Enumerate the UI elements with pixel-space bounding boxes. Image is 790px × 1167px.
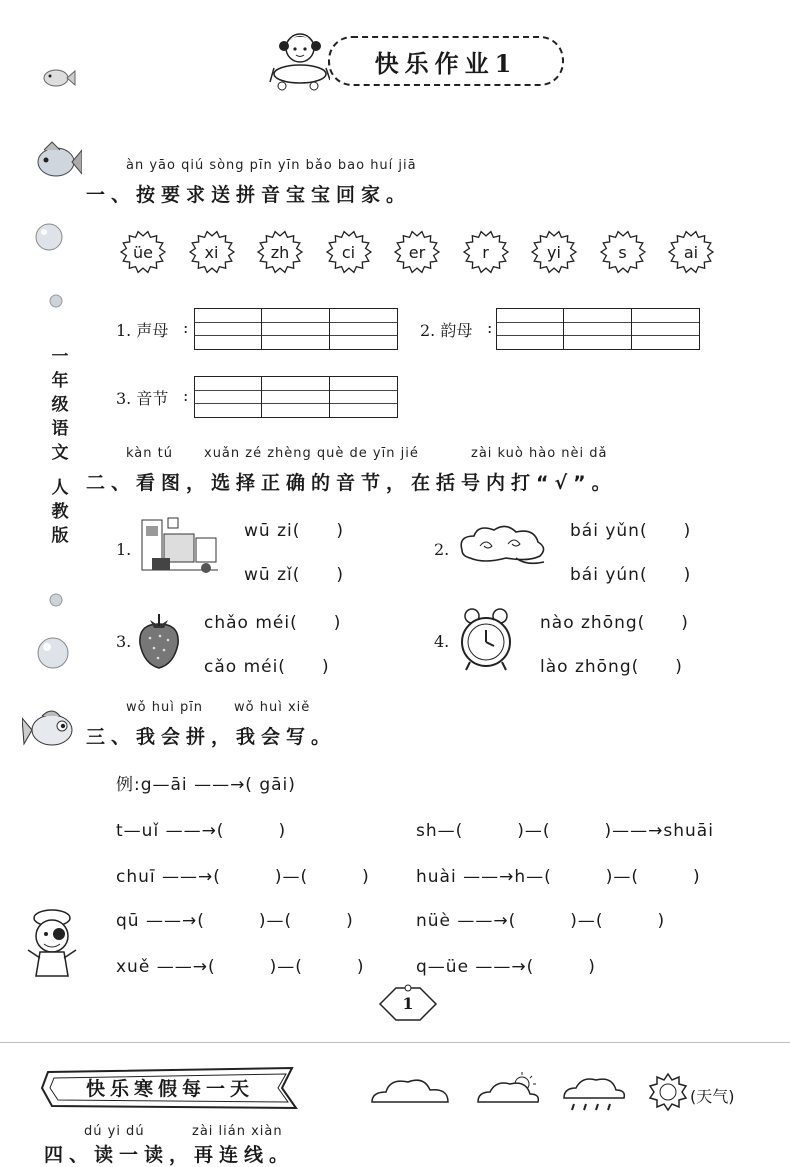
section2-pinyin-a: kàn tú — [126, 446, 173, 461]
partly-cloudy-weather-icon[interactable] — [474, 1072, 544, 1106]
section3-heading: 三、我会拼，我会写。 — [86, 726, 337, 748]
footer-pinyin-b: zài lián xiàn — [192, 1124, 283, 1139]
exercise-left[interactable]: t—uǐ ——→( ) — [116, 821, 287, 841]
section2-pinyin-c: zài kuò hào nèi dǎ — [471, 446, 608, 461]
exercise-left[interactable]: xuě ——→( )—( ) — [116, 957, 365, 977]
footer-pinyin-a: dú yi dú — [84, 1124, 145, 1139]
weather-label: (天气) — [690, 1087, 735, 1106]
bubble-icon — [34, 222, 64, 252]
item1-option1[interactable]: wū zi( ) — [244, 521, 344, 541]
pinyin-token-text: s — [618, 242, 627, 262]
item3-number: 3. — [116, 632, 132, 651]
sunny-weather-icon[interactable] — [648, 1072, 688, 1112]
shengmu-label: 1. 声母 — [116, 321, 169, 340]
exercise-right[interactable]: huài ——→h—( )—( ) — [416, 867, 701, 887]
exercise-left[interactable]: qū ——→( )—( ) — [116, 911, 354, 931]
pinyin-token-card[interactable] — [392, 229, 442, 275]
fish-icon — [30, 140, 82, 184]
item1-option2[interactable]: wū zǐ( ) — [244, 565, 344, 585]
shengmu-writing-grid[interactable] — [194, 308, 398, 350]
yunmu-label: 2. 韵母 — [420, 321, 473, 340]
pinyin-token-card[interactable] — [324, 229, 374, 275]
item3-option1[interactable]: chǎo méi( ) — [204, 613, 342, 633]
section2-heading: 二、看图，选择正确的音节，在括号内打“√”。 — [86, 472, 617, 494]
pinyin-token-text: üe — [133, 242, 153, 262]
girl-airplane-illustration — [268, 28, 330, 94]
colon: : — [183, 318, 189, 337]
pinyin-token-text: xi — [204, 242, 219, 262]
item4-number: 4. — [434, 632, 450, 651]
strawberry-picture — [134, 610, 184, 670]
exercise-right[interactable]: q—üe ——→( ) — [416, 957, 596, 977]
house-interior-picture — [138, 514, 222, 576]
pinyin-token-text: er — [408, 242, 426, 262]
item3-option2[interactable]: cǎo méi( ) — [204, 657, 330, 677]
section1-heading: 一、按要求送拼音宝宝回家。 — [86, 184, 412, 206]
item2-number: 2. — [434, 540, 450, 559]
footer-cut-heading: 四、读一读，再连线。 — [44, 1144, 295, 1166]
cartoon-dog-illustration — [22, 906, 82, 982]
section2-pinyin-b: xuǎn zé zhèng què de yīn jié — [204, 446, 419, 461]
item2-option2[interactable]: bái yún( ) — [570, 565, 692, 585]
pinyin-token-text: zh — [270, 242, 290, 262]
bubble-icon — [48, 592, 64, 608]
fish-icon — [22, 706, 78, 754]
pinyin-token-card[interactable] — [461, 229, 511, 275]
yinjie-writing-grid[interactable] — [194, 376, 398, 418]
colon: : — [183, 386, 189, 405]
colon: : — [487, 318, 493, 337]
yinjie-label: 3. 音节 — [116, 389, 169, 408]
rainy-weather-icon[interactable] — [560, 1072, 630, 1116]
item4-option2[interactable]: lào zhōng( ) — [540, 657, 683, 677]
section1-pinyin: àn yāo qiú sòng pīn yīn bǎo bao huí jiā — [126, 158, 417, 173]
sidebar-grade-label: 一年级语文 — [51, 347, 69, 463]
pinyin-token-card[interactable] — [118, 229, 168, 275]
item4-option1[interactable]: nào zhōng( ) — [540, 613, 689, 633]
footer-divider — [0, 1042, 790, 1043]
pinyin-token-card[interactable] — [598, 229, 648, 275]
pinyin-token-card[interactable] — [187, 229, 237, 275]
section3-pinyin-a: wǒ huì pīn — [126, 700, 204, 715]
item1-number: 1. — [116, 540, 132, 559]
bubble-icon — [36, 636, 70, 670]
pinyin-token-card[interactable] — [529, 229, 579, 275]
pinyin-token-text: yi — [547, 242, 561, 262]
exercise-right[interactable]: sh—( )—( )——→shuāi — [416, 821, 714, 841]
cloudy-weather-icon[interactable] — [368, 1074, 452, 1106]
fish-icon — [40, 66, 76, 90]
exercise-left[interactable]: chuī ——→( )—( ) — [116, 867, 370, 887]
example-line: 例:g—āi ——→( gāi) — [116, 775, 296, 795]
pinyin-token-text: ai — [683, 242, 699, 262]
footer-banner-text: 快乐寒假每一天 — [85, 1078, 254, 1100]
pinyin-token-card[interactable] — [666, 229, 716, 275]
pinyin-token-row — [118, 229, 718, 279]
bubble-icon — [48, 293, 64, 309]
pinyin-token-card[interactable] — [255, 229, 305, 275]
exercise-right[interactable]: nüè ——→( )—( ) — [416, 911, 666, 931]
item2-option1[interactable]: bái yǔn( ) — [570, 521, 692, 541]
section3-pinyin-b: wǒ huì xiě — [234, 700, 311, 715]
pinyin-token-text: ci — [341, 242, 356, 262]
page-number: 1 — [402, 994, 414, 1013]
yunmu-writing-grid[interactable] — [496, 308, 700, 350]
cloud-picture — [456, 522, 548, 566]
alarm-clock-picture — [458, 606, 514, 672]
pinyin-token-text: r — [482, 242, 489, 262]
page-title: 快乐作业1 — [328, 36, 564, 86]
sidebar-edition-label: 人教版 — [51, 478, 69, 546]
